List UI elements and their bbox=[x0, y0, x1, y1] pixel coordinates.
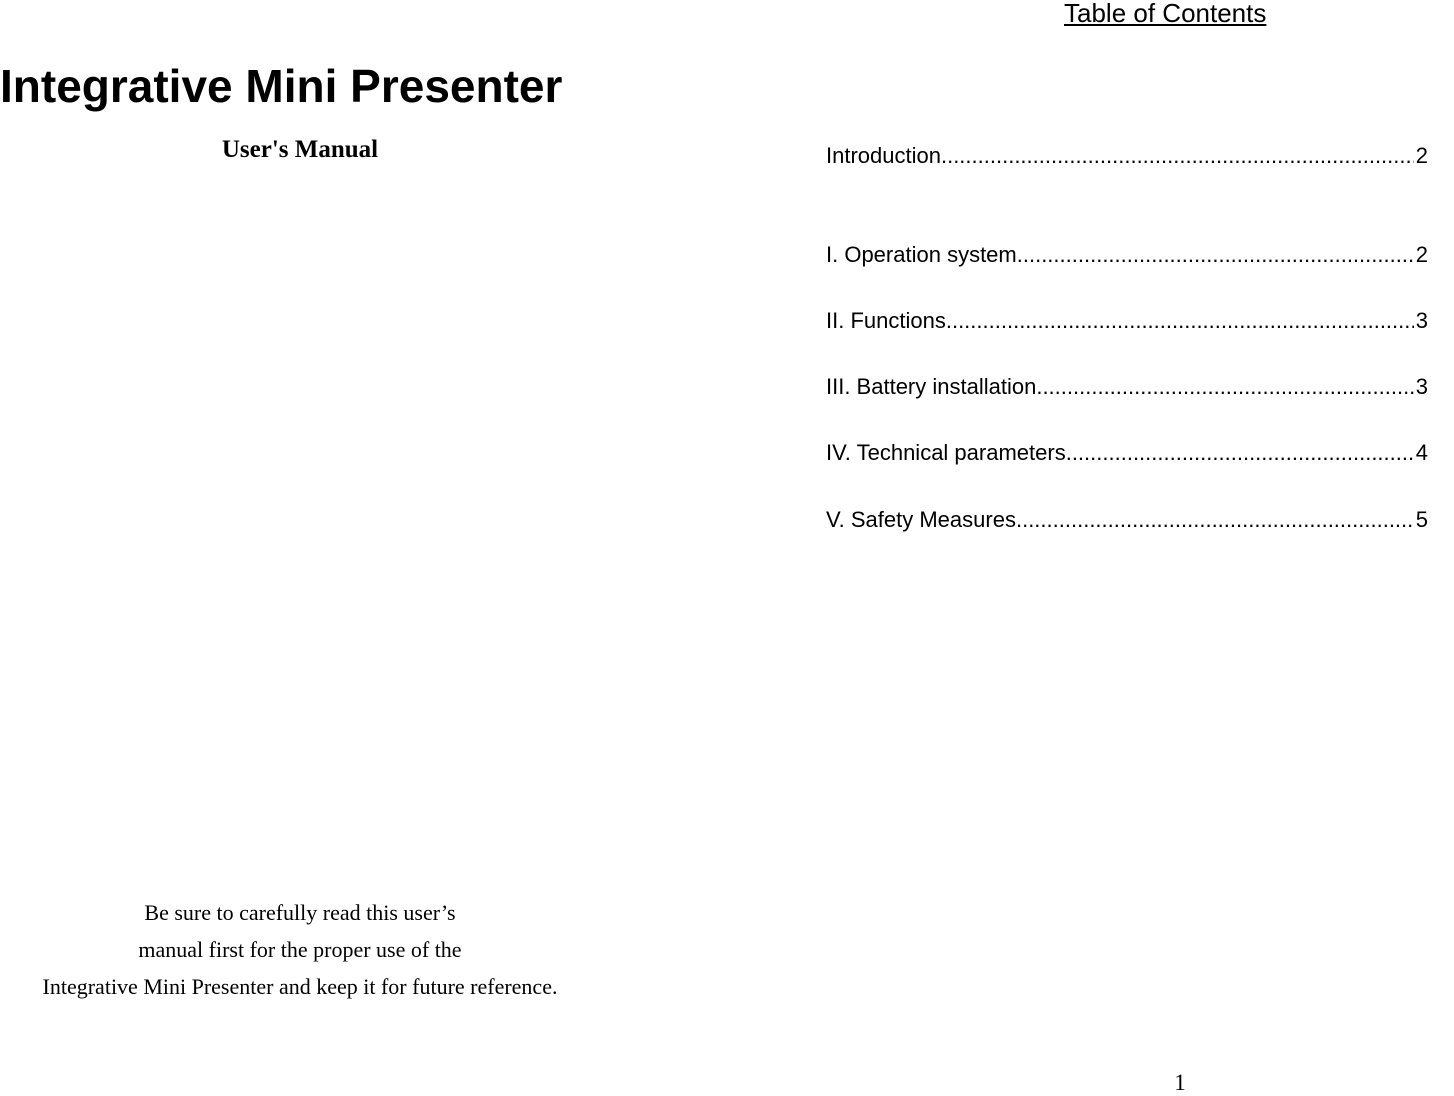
toc-entry-label: V. Safety Measures bbox=[826, 507, 1016, 532]
toc-dot-leader bbox=[1017, 240, 1414, 270]
toc-entry-page: 4 bbox=[1415, 440, 1428, 465]
toc-entry-label: III. Battery installation bbox=[826, 374, 1037, 399]
toc-dot-leader bbox=[1016, 505, 1414, 535]
page-number: 1 bbox=[1174, 1070, 1186, 1095]
toc-entry-label: IV. Technical parameters bbox=[826, 440, 1066, 465]
toc-dot-leader bbox=[1066, 438, 1414, 468]
toc-dot-leader bbox=[941, 141, 1414, 171]
cover-title: Integrative Mini Presenter bbox=[0, 60, 563, 112]
toc-heading: Table of Contents bbox=[1064, 0, 1267, 28]
cover-note-line: manual first for the proper use of the bbox=[138, 937, 462, 962]
toc-entry-page: 2 bbox=[1415, 242, 1428, 267]
toc-entry-operation-system[interactable] bbox=[826, 240, 1428, 270]
toc-dot-leader bbox=[1036, 372, 1413, 402]
toc-entry-functions[interactable] bbox=[826, 306, 1428, 336]
toc-dot-leader bbox=[946, 306, 1414, 336]
toc-entry-technical-parameters[interactable] bbox=[826, 438, 1428, 468]
cover-reading-note bbox=[0, 894, 600, 1005]
toc-entry-battery-installation[interactable] bbox=[826, 372, 1428, 402]
cover-note-line: Be sure to carefully read this user’s bbox=[144, 900, 456, 925]
toc-entry-label: II. Functions bbox=[826, 308, 946, 333]
toc-entry-label: I. Operation system bbox=[826, 242, 1017, 267]
toc-entry-page: 3 bbox=[1415, 308, 1428, 333]
toc-entry-page: 5 bbox=[1415, 507, 1428, 532]
toc-entry-safety-measures[interactable] bbox=[826, 505, 1428, 535]
toc-entry-page: 2 bbox=[1415, 143, 1428, 168]
toc-entry-label: Introduction bbox=[826, 143, 941, 168]
cover-subtitle: User's Manual bbox=[221, 136, 379, 163]
cover-note-line: Integrative Mini Presenter and keep it for future reference. bbox=[42, 974, 558, 999]
toc-entry-page: 3 bbox=[1415, 374, 1428, 399]
toc-entry-introduction[interactable] bbox=[826, 141, 1428, 171]
